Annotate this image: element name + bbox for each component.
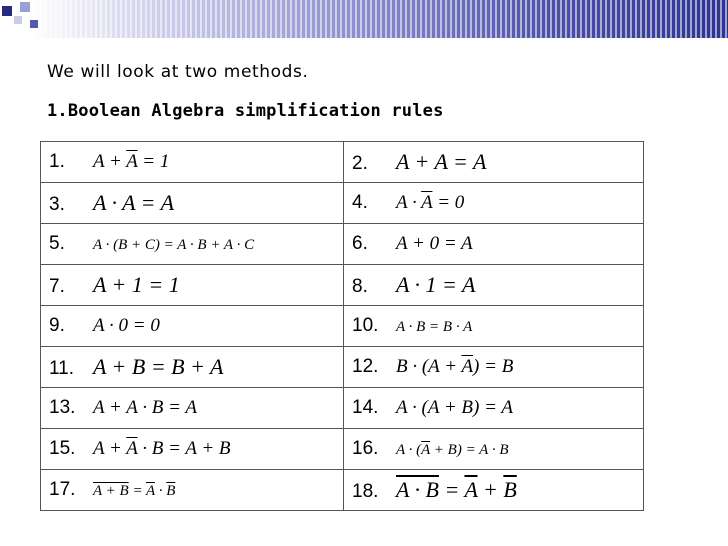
rule-number: 18. bbox=[352, 481, 379, 502]
expression-term: A + 0 = A bbox=[396, 233, 473, 254]
rule-expression bbox=[396, 397, 513, 419]
rule-expression bbox=[93, 438, 231, 460]
rule-cell bbox=[41, 347, 344, 388]
rule-expression bbox=[396, 356, 513, 378]
rule-expression bbox=[93, 483, 175, 500]
table-row bbox=[41, 470, 644, 511]
rule-number: 3. bbox=[49, 194, 65, 215]
complement-term: $\overline{A}$ bbox=[461, 356, 474, 377]
expression-term: A · (A + B) = A bbox=[396, 397, 513, 418]
rule-number: 17. bbox=[49, 479, 76, 500]
rule-expression bbox=[93, 397, 197, 419]
rule-expression bbox=[93, 354, 224, 380]
table-row bbox=[41, 347, 644, 388]
rule-number: 5. bbox=[49, 233, 65, 254]
complement-term: $\overline{A}$ bbox=[126, 151, 138, 172]
square-medium bbox=[30, 20, 38, 28]
expression-term: + bbox=[477, 477, 504, 502]
rule-number: 4. bbox=[352, 192, 368, 213]
rule-cell bbox=[344, 429, 644, 470]
rule-cell bbox=[41, 224, 344, 265]
rule-cell bbox=[41, 429, 344, 470]
expression-term: A · (B + C) = A · B + A · C bbox=[93, 237, 255, 253]
rule-expression bbox=[396, 192, 464, 214]
rule-expression bbox=[396, 272, 475, 298]
rule-expression bbox=[93, 151, 169, 173]
table-row bbox=[41, 306, 644, 347]
expression-term: B · (A + bbox=[396, 356, 462, 377]
table-row bbox=[41, 142, 644, 183]
rule-number: 8. bbox=[352, 276, 368, 297]
rule-cell bbox=[344, 306, 644, 347]
rule-cell bbox=[344, 224, 644, 265]
expression-term: + B) = A · B bbox=[430, 442, 509, 458]
rule-number: 1. bbox=[49, 151, 65, 172]
complement-term: A · B bbox=[396, 477, 439, 502]
expression-term: A + bbox=[93, 438, 127, 459]
rule-cell bbox=[41, 306, 344, 347]
rule-number: 15. bbox=[49, 438, 76, 459]
expression-term: ) = B bbox=[473, 356, 514, 377]
rule-cell bbox=[41, 388, 344, 429]
rule-cell bbox=[41, 142, 344, 183]
expression-term: A · 0 = 0 bbox=[93, 315, 160, 336]
rule-number: 13. bbox=[49, 397, 76, 418]
rules-table bbox=[40, 141, 644, 511]
rule-cell bbox=[344, 470, 644, 511]
expression-term: A + bbox=[93, 151, 127, 172]
rule-number: 10. bbox=[352, 315, 379, 336]
table-row bbox=[41, 183, 644, 224]
rule-expression bbox=[93, 237, 254, 254]
table-row bbox=[41, 388, 644, 429]
rule-number: 2. bbox=[352, 153, 368, 174]
intro-text: We will look at two methods. bbox=[47, 62, 309, 82]
expression-term: = 0 bbox=[432, 192, 465, 213]
square-dark bbox=[2, 6, 12, 16]
rules-table-body bbox=[41, 142, 644, 511]
rule-number: 7. bbox=[49, 276, 65, 297]
table-row bbox=[41, 429, 644, 470]
rule-expression bbox=[396, 233, 473, 255]
square-pale bbox=[14, 16, 22, 24]
rule-number: 12. bbox=[352, 356, 379, 377]
complement-term: $\overline{A}$ bbox=[464, 477, 478, 502]
expression-term: = 1 bbox=[137, 151, 170, 172]
rule-cell bbox=[344, 388, 644, 429]
rule-cell bbox=[41, 265, 344, 306]
table-row bbox=[41, 265, 644, 306]
rule-expression bbox=[396, 319, 472, 336]
expression-term: A · B = B · A bbox=[396, 319, 473, 335]
rule-cell bbox=[41, 470, 344, 511]
expression-term: A + A · B = A bbox=[93, 397, 197, 418]
expression-term: = bbox=[438, 477, 465, 502]
rule-number: 9. bbox=[49, 315, 65, 336]
rule-cell bbox=[344, 265, 644, 306]
complement-term: $\overline{B}$ bbox=[503, 477, 517, 502]
rule-expression bbox=[396, 442, 508, 459]
rule-number: 6. bbox=[352, 233, 368, 254]
decorative-squares bbox=[0, 0, 40, 40]
expression-term: A · A = A bbox=[93, 190, 175, 215]
rule-expression bbox=[93, 315, 160, 337]
rule-expression bbox=[93, 272, 180, 298]
table-row bbox=[41, 224, 644, 265]
section-heading: 1.Boolean Algebra simplification rules bbox=[47, 101, 444, 121]
expression-term: · bbox=[154, 483, 167, 499]
rule-expression bbox=[93, 190, 174, 216]
complement-term: $\overline{A}$ bbox=[126, 438, 138, 459]
rule-cell bbox=[344, 142, 644, 183]
complement-term: $\overline{B}$ bbox=[166, 483, 176, 499]
rule-number: 11. bbox=[49, 358, 75, 379]
rule-expression bbox=[396, 477, 517, 503]
expression-term: A · ( bbox=[396, 442, 422, 458]
square-light bbox=[20, 2, 30, 12]
complement-term: $\overline{A}$ bbox=[421, 192, 433, 213]
expression-term: · B = A + B bbox=[137, 438, 231, 459]
complement-term: A + B bbox=[93, 483, 129, 499]
expression-term: A + 1 = 1 bbox=[93, 272, 180, 297]
rule-number: 14. bbox=[352, 397, 379, 418]
header-banner-stripes bbox=[30, 0, 728, 38]
expression-term: A · bbox=[396, 192, 422, 213]
rule-number: 16. bbox=[352, 438, 379, 459]
expression-term: A · 1 = A bbox=[396, 272, 476, 297]
complement-term: $\overline{A}$ bbox=[421, 442, 431, 458]
rule-expression bbox=[396, 149, 486, 175]
expression-term: A + A = A bbox=[396, 149, 487, 174]
rule-cell bbox=[344, 183, 644, 224]
rule-cell bbox=[344, 347, 644, 388]
complement-term: $\overline{A}$ bbox=[146, 483, 155, 499]
expression-term: = bbox=[128, 483, 147, 499]
rule-cell bbox=[41, 183, 344, 224]
expression-term: A + B = B + A bbox=[93, 354, 224, 379]
